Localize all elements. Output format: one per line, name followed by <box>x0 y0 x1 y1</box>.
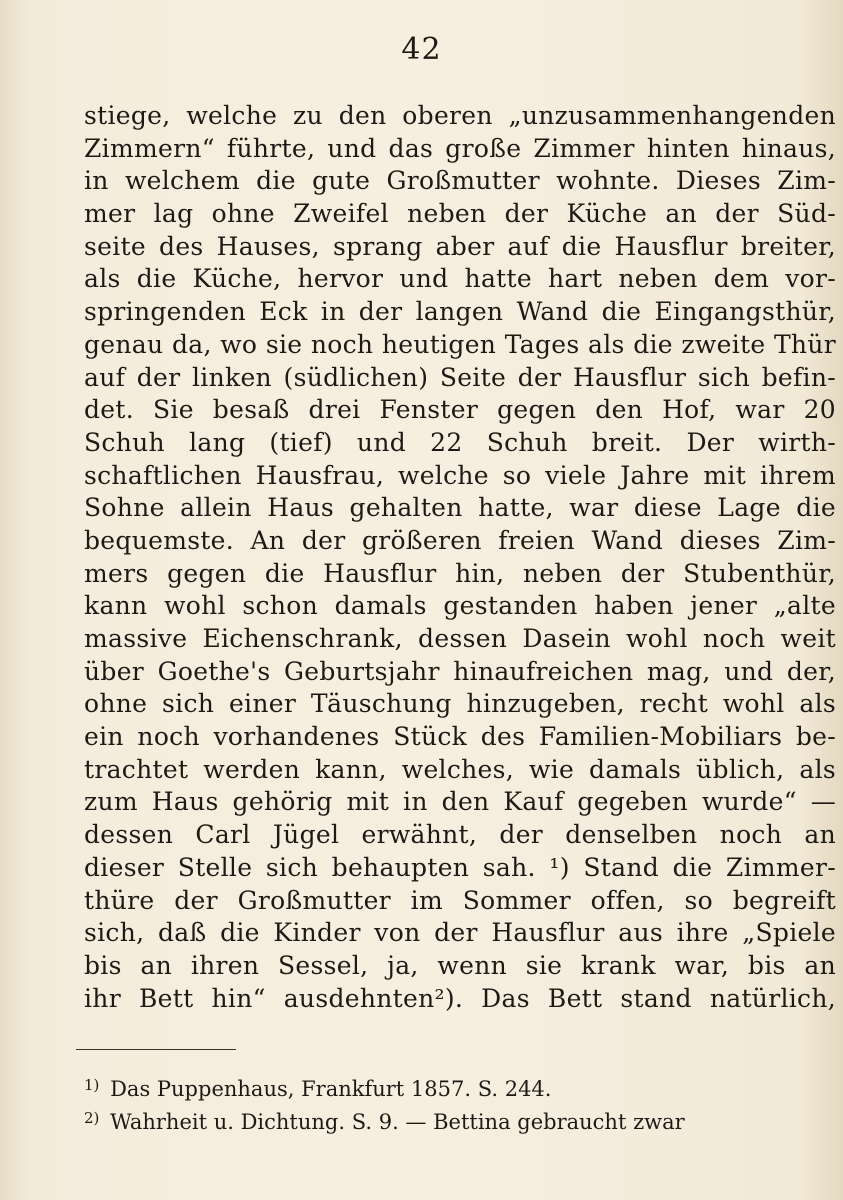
page-number: 42 <box>401 32 442 67</box>
footnote-marker: 2) <box>84 1109 100 1127</box>
text-line: über Goethe's Geburtsjahr hinaufreichen mag, und der, <box>84 656 836 686</box>
text-line: schaftlichen Hausfrau, welche so viele Jahre mit ihrem <box>84 460 836 490</box>
footnote-text: Wahrheit u. Dichtung. S. 9. — Bettina gebraucht zwar <box>110 1110 685 1134</box>
text-line: zum Haus gehörig mit in den Kauf gegeben wurde“ — <box>84 787 836 817</box>
body-text <box>84 100 836 1015</box>
text-line: seite des Hauses, sprang aber auf die Hausflur breiter, <box>84 231 836 261</box>
text-line: thüre der Großmutter im Sommer offen, so begreift <box>84 885 836 915</box>
text-line: Zimmern“ führte, und das große Zimmer hinten hinaus, <box>84 133 836 163</box>
text-line: genau da, wo sie noch heutigen Tages als die zweite Thür <box>84 329 836 359</box>
text-line: Schuh lang (tief) und 22 Schuh breit. Der wirth- <box>84 427 836 457</box>
text-line: det. Sie besaß drei Fenster gegen den Hof, war 20 <box>84 395 836 425</box>
footnotes <box>84 1069 836 1135</box>
footnote-divider <box>76 1049 236 1050</box>
text-line: springenden Eck in der langen Wand die Eingangsthür, <box>84 297 836 327</box>
text-line: dieser Stelle sich behaupten sah. ¹) Stand die Zimmer- <box>84 852 836 882</box>
text-line: bis an ihren Sessel, ja, wenn sie krank war, bis an <box>84 950 836 980</box>
text-line: sich, daß die Kinder von der Hausflur aus ihre „Spiele <box>84 918 836 948</box>
text-line: kann wohl schon damals gestanden haben jener „alte <box>84 591 836 621</box>
text-line: mers gegen die Hausflur hin, neben der Stubenthür, <box>84 558 836 588</box>
text-line: bequemste. An der größeren freien Wand dieses Zim- <box>84 525 836 555</box>
footnote-1 <box>84 1069 836 1102</box>
text-line: Sohne allein Haus gehalten hatte, war diese Lage die <box>84 493 836 523</box>
text-line: trachtet werden kann, welches, wie damals üblich, als <box>84 754 836 784</box>
text-line: stiege, welche zu den oberen „unzusammenhangenden <box>84 101 836 130</box>
text-line: in welchem die gute Großmutter wohnte. Dieses Zim- <box>84 166 836 196</box>
text-line: mer lag ohne Zweifel neben der Küche an der Süd- <box>84 199 836 229</box>
text-line: ein noch vorhandenes Stück des Familien-Mobiliars be- <box>84 722 836 752</box>
text-line: dessen Carl Jügel erwähnt, der denselben noch an <box>84 820 836 850</box>
text-line: ihr Bett hin“ ausdehnten²). Das Bett stand natürlich, <box>84 983 836 1013</box>
text-line: ohne sich einer Täuschung hinzugeben, recht wohl als <box>84 689 836 719</box>
footnote-2 <box>84 1102 836 1135</box>
text-line: als die Küche, hervor und hatte hart neben dem vor- <box>84 264 836 294</box>
text-line: auf der linken (südlichen) Seite der Hausflur sich befin- <box>84 362 836 392</box>
text-line: massive Eichenschrank, dessen Dasein wohl noch weit <box>84 624 836 653</box>
footnote-marker: 1) <box>84 1076 100 1094</box>
footnote-text: Das Puppenhaus, Frankfurt 1857. S. 244. <box>110 1077 552 1101</box>
